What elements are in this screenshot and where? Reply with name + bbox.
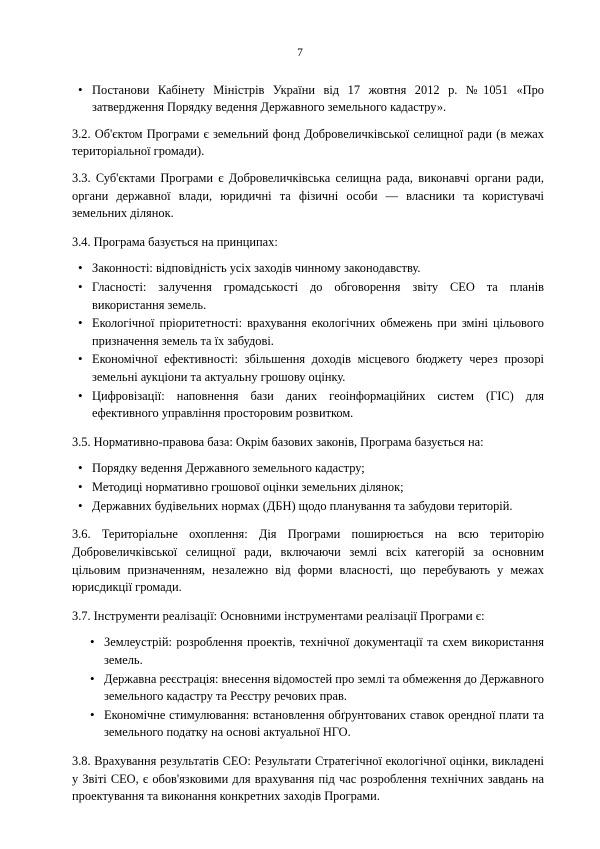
list-item: • Законності: відповідність усіх заходів чинному законодавству.: [56, 260, 544, 278]
list-item: • Екологічної пріоритетності: врахування екологічних обмежень при зміні цільового призначення земель та їх забудові.: [56, 315, 544, 350]
legal-base-list: [56, 460, 544, 515]
paragraph-3-6: 3.6. Територіальне охоплення: Дія Програми поширюється на всю територію Добровеличківської селищної ради, включаючи землі всіх категорій за основним цільовим призначенням, незалежно від форми власності, що перебувають у межах юрисдикції громади.: [72, 527, 544, 595]
paragraph-3-3: 3.3. Суб'єктами Програми є Добровеличківська селищна рада, виконавчі органи ради, органи державної влади, юридичні та фізичні особи — власники та користувачі земельних ділянок.: [72, 170, 544, 221]
list-item: • Державна реєстрація: внесення відомостей про землі та обмеження до Державного земельного кадастру та Реєстру речових прав.: [56, 671, 544, 706]
list-item: • Постанови Кабінету Міністрів України від 17 жовтня 2012 р. №1051 «Про затвердження Порядку ведення Державного земельного кадастру».: [56, 82, 544, 117]
paragraph-3-2: 3.2. Об'єктом Програми є земельний фонд Добровеличківської селищної ради (в межах територіальної громади).: [72, 126, 544, 159]
paragraph-3-8: 3.8. Врахування результатів СЕО: Результати Стратегічної екологічної оцінки, викладені у Звіті СЕО, є обов'язковими для врахування під час розроблення технічних завдань на проектування та виконання конкретних заходів Програми.: [72, 754, 544, 804]
list-item: • Методиці нормативно грошової оцінки земельних ділянок;: [56, 479, 544, 497]
list-item: • Державних будівельних нормах (ДБН) щодо планування та забудови територій.: [56, 498, 544, 516]
bullet-list: [56, 82, 544, 117]
instruments-list: [56, 634, 544, 742]
list-item: • Економічне стимулювання: встановлення обґрунтованих ставок орендної плати та земельного податку на основі актуальної НГО.: [56, 707, 544, 742]
paragraph-3-4: 3.4. Програма базується на принципах:: [72, 234, 278, 249]
document-body: [56, 82, 544, 806]
list-item: • Гласності: залучення громадськості до обговорення звіту СЕО та планів використання земель.: [56, 279, 544, 314]
list-item: • Економічної ефективності: збільшення доходів місцевого бюджету через прозорі земельні аукціони та актуальну грошову оцінку.: [56, 351, 544, 386]
list-item: • Землеустрій: розроблення проектів, технічної документації та схем використання земель.: [56, 634, 544, 669]
principles-list: [56, 260, 544, 422]
list-item: • Цифровізації: наповнення бази даних геоінформаційних систем (ГІС) для ефективного управління просторовим розвитком.: [56, 388, 544, 423]
page-number: 7: [297, 47, 303, 59]
paragraph-3-5: 3.5. Нормативно-правова база: Окрім базових законів, Програма базується на:: [72, 434, 484, 449]
paragraph-3-7: 3.7. Інструменти реалізації: Основними інструментами реалізації Програми є:: [72, 608, 485, 623]
list-item: • Порядку ведення Державного земельного кадастру;: [56, 460, 544, 478]
